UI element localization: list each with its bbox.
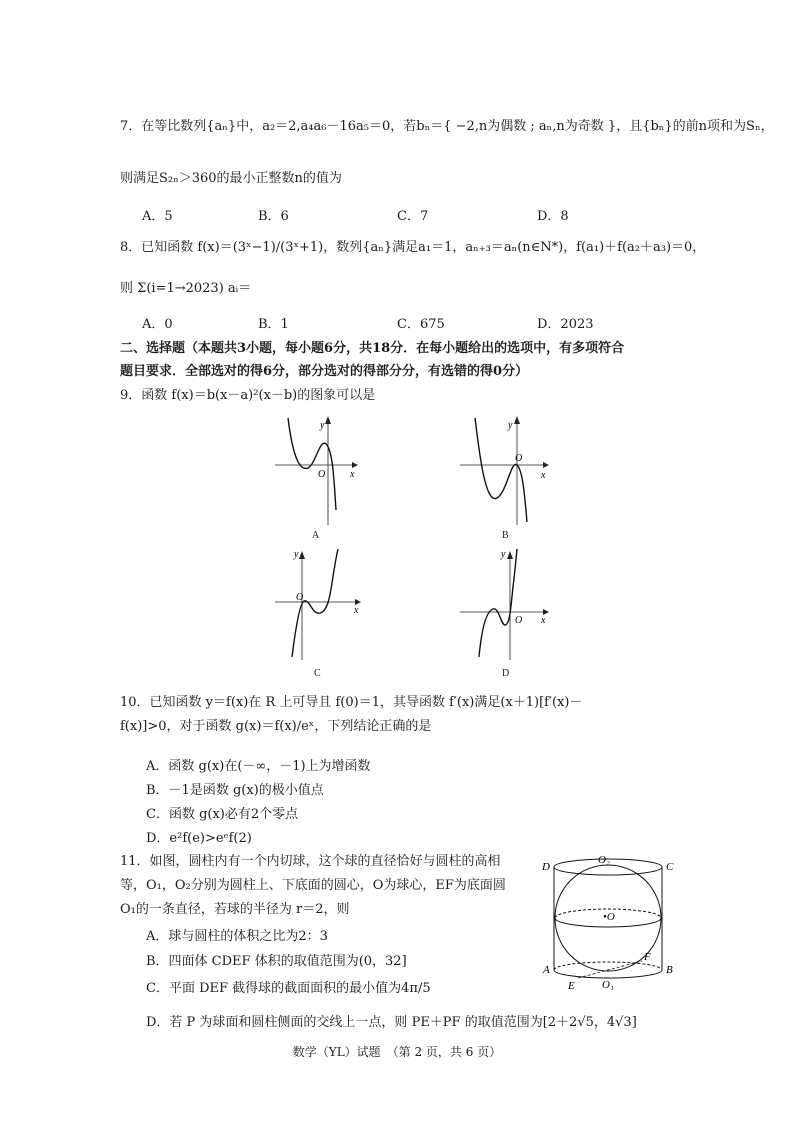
label-c: C [666, 861, 674, 873]
q9-graph-d-label: D [502, 668, 510, 679]
label-d: D [542, 861, 550, 873]
q8-option-c: C．675 [397, 317, 445, 332]
q8-option-d: D．2023 [537, 317, 594, 332]
q9-stem: 9．函数 f(x)＝b(x－a)²(x－b)的图象可以是 [120, 388, 376, 403]
q8-stem-line2: 则 Σ(i=1→2023) aᵢ＝ [120, 281, 252, 296]
q11-option-d: D．若 P 为球面和圆柱侧面的交线上一点，则 PE＋PF 的取值范围为[2＋2√5，4√3] [146, 1015, 637, 1030]
q9-graph-b [455, 410, 555, 530]
x-label: x [350, 469, 355, 480]
q10-option-c: C．函数 g(x)必有2个零点 [146, 807, 299, 822]
q11-stem-line2: 等，O₁，O₂分别为圆柱上、下底面的圆心，O为球心，EF为底面圆 [120, 878, 506, 893]
y-axis-arrow [507, 551, 513, 559]
y-axis-arrow [299, 551, 305, 559]
q11-cylinder-figure [538, 848, 678, 994]
diameter-ef [578, 961, 642, 978]
q7-stem-line2: 则满足S₂ₙ＞360的最小正整数n的值为 [120, 171, 342, 186]
q9-graph-a-label: A [312, 530, 320, 541]
y-axis-arrow [325, 416, 331, 424]
x-label: x [354, 605, 359, 616]
q10-stem-line2: f(x)]>0，对于函数 g(x)＝f(x)/eˣ，下列结论正确的是 [120, 719, 432, 734]
origin-label: O [296, 592, 304, 603]
q7-option-b: B．6 [258, 209, 289, 224]
q11-stem-line1: 11．如图，圆柱内有一个内切球，这个球的直径恰好与圆柱的高相 [120, 854, 501, 869]
q7-option-a: A．5 [142, 209, 173, 224]
origin-label: O [318, 469, 326, 480]
x-label: x [541, 470, 546, 481]
curve [292, 549, 338, 657]
q8-option-a: A．0 [142, 317, 173, 332]
curve [479, 549, 517, 657]
label-e: E [568, 980, 575, 992]
curve [475, 418, 527, 522]
origin-label: O [515, 615, 523, 626]
q11-option-c: C．平面 DEF 截得球的截面面积的最小值为4π/5 [146, 981, 431, 996]
x-label: x [541, 615, 546, 626]
q8-option-b: B．1 [258, 317, 289, 332]
q8-stem-line1: 8．已知函数 f(x)＝(3ˣ−1)/(3ˣ+1)，数列{aₙ}满足a₁＝1，aₙ₊₃＝aₙ(n∈N*)，f(a₁)＋f(a₂＋a₃)＝0， [120, 240, 706, 255]
q11-stem-line3: O₁的一条直径，若球的半径为 r＝2，则 [120, 902, 350, 917]
q11-option-a: A．球与圆柱的体积之比为2：3 [146, 929, 328, 944]
q7-stem-line1: 7．在等比数列{aₙ}中，a₂＝2,a₄a₆－16a₅＝0，若bₙ＝{ −2,n为偶数 ; aₙ,n为奇数 }，且{bₙ}的前n项和为Sₙ， [120, 119, 774, 134]
q9-graph-a [270, 410, 360, 530]
q9-graph-c [270, 545, 370, 665]
q9-graph-c-label: C [314, 668, 321, 679]
section2-heading-line1: 二、选择题（本题共3小题，每小题6分，共18分．在每小题给出的选项中，有多项符合 [120, 341, 625, 356]
q10-stem-line1: 10．已知函数 y＝f(x)在 R 上可导且 f(0)＝1，其导函数 f′(x)满足(x＋1)[f′(x)－ [120, 695, 583, 710]
q10-option-d: D．e²f(e)>eᵉf(2) [146, 831, 252, 846]
q7-option-d: D．8 [537, 209, 569, 224]
y-label: y [320, 420, 325, 431]
y-label: y [501, 549, 506, 560]
q7-option-c: C．7 [397, 209, 429, 224]
q9-graph-d [455, 545, 555, 665]
q9-graph-b-label: B [502, 530, 509, 541]
q10-option-a: A．函数 g(x)在(－∞，－1)上为增函数 [146, 759, 371, 774]
label-o2: O₂ [598, 854, 610, 866]
page-footer: 数学（YL）试题 （第 2 页，共 6 页） [292, 1045, 502, 1059]
q11-option-b: B．四面体 CDEF 体积的取值范围为(0，32] [146, 954, 407, 969]
origin-label: O [515, 453, 523, 464]
label-o1: O₁ [602, 979, 614, 991]
bottom-ellipse-back [554, 962, 662, 970]
label-o: •O [603, 911, 615, 923]
label-f: F [644, 951, 651, 963]
label-b: B [666, 964, 673, 976]
label-a: A [543, 964, 550, 976]
x-axis-arrow [543, 462, 549, 468]
q10-option-b: B．－1是函数 g(x)的极小值点 [146, 783, 324, 798]
y-axis-arrow [514, 416, 520, 424]
curve [288, 418, 336, 510]
y-label: y [294, 549, 299, 560]
y-label: y [508, 420, 513, 431]
section2-heading-line2: 题目要求．全部选对的得6分，部分选对的得部分分，有选错的得0分） [120, 364, 529, 379]
x-axis-arrow [352, 462, 358, 468]
